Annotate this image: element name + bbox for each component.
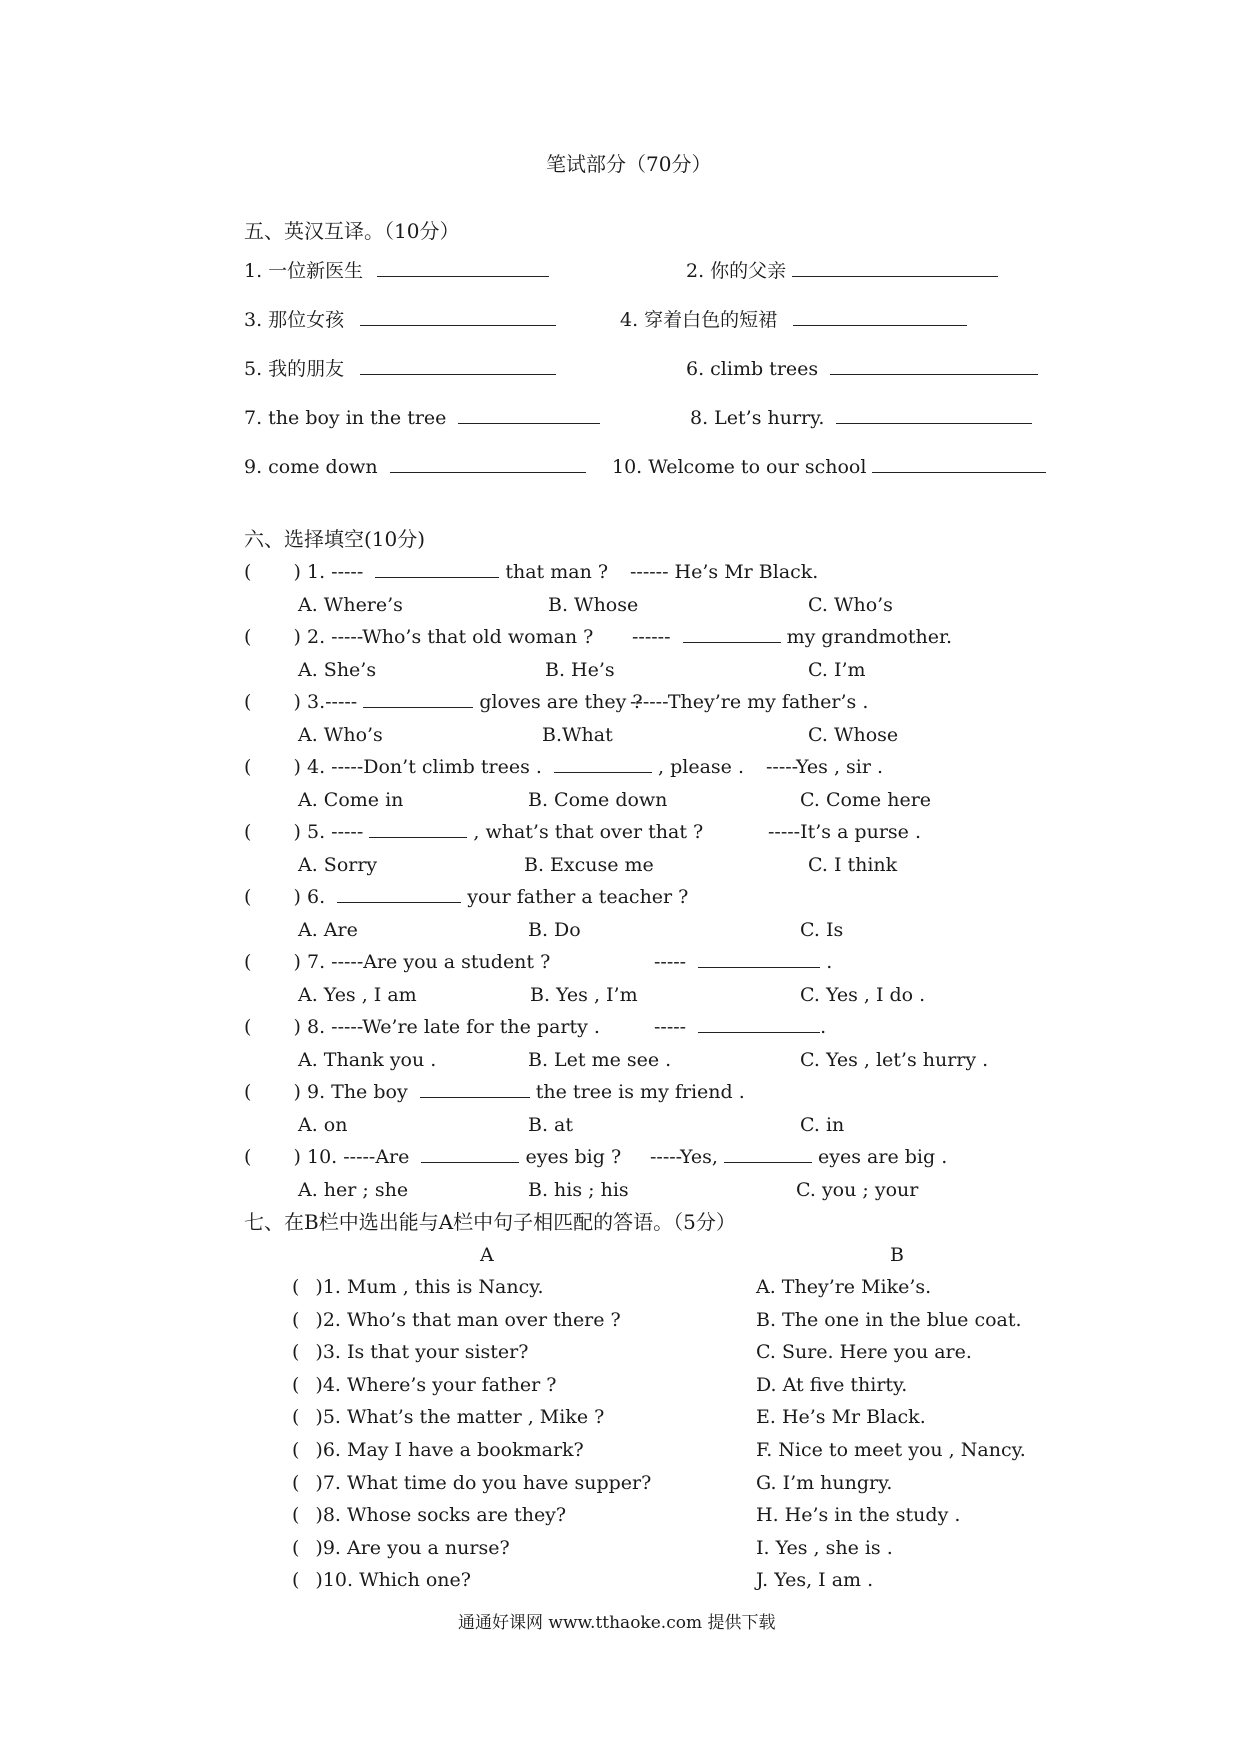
option-c: C. Yes , let’s hurry . [800,1049,989,1071]
question-text: 3.----- [306,691,358,713]
option-c: C. Come here [800,789,932,811]
section-6-heading: 六、选择填空(10分) [244,527,426,551]
option-a: A. Thank you . [298,1049,437,1071]
match-item-b: F. Nice to meet you , Nancy. [756,1439,1026,1461]
response-text: ----- [654,1016,687,1038]
question-10 [244,1146,621,1168]
answer-paren-open[interactable]: ( [244,626,252,648]
option-c: C. Who’s [808,594,893,616]
translate-item-6 [686,358,1038,380]
match-item-a [292,1406,604,1428]
option-b: B.What [542,724,613,746]
translate-item-8 [690,407,1032,429]
question-text: 8. -----We’re late for the party . [306,1016,600,1038]
question-6 [244,886,688,908]
option-b: B. Let me see . [528,1049,672,1071]
response-text: ----- [654,951,687,973]
question-8-response [654,1016,826,1038]
question-text: 4. -----Don’t climb trees . [306,756,542,778]
question-text: 5. ----- [306,821,364,843]
response-text: ------ [632,626,671,648]
match-question-text: )3. Is that your sister? [315,1341,529,1363]
answer-blank[interactable] [872,456,1046,473]
answer-paren-open[interactable]: ( [292,1537,300,1559]
translate-item-label: 5. 我的朋友 [244,358,345,380]
match-item-a [292,1276,544,1298]
match-question-text: )5. What’s the matter , Mike ? [315,1406,605,1428]
answer-paren-close: ) [293,561,301,583]
answer-blank[interactable] [458,407,600,424]
translate-item-5 [244,358,556,380]
answer-blank[interactable] [830,358,1038,375]
question-blank[interactable] [420,1081,530,1098]
match-item-b: A. They’re Mike’s. [756,1276,932,1298]
option-a: A. Sorry [298,854,378,876]
match-question-text: )10. Which one? [315,1569,471,1591]
option-c: C. I’m [808,659,866,681]
option-a: A. Yes , I am [298,984,417,1006]
question-blank[interactable] [369,821,467,838]
question-text: your father a teacher ? [467,886,689,908]
answer-paren-open[interactable]: ( [292,1406,300,1428]
answer-paren-open[interactable]: ( [244,756,252,778]
match-item-a [292,1504,566,1526]
question-2-response [632,626,952,648]
question-1 [244,561,608,583]
match-item-a [292,1309,621,1331]
option-a: A. Where’s [298,594,403,616]
match-item-b: B. The one in the blue coat. [756,1309,1022,1331]
translate-item-4 [620,309,967,331]
question-7 [244,951,550,973]
match-item-b: C. Sure. Here you are. [756,1341,972,1363]
question-5 [244,821,703,843]
match-item-b: H. He’s in the study . [756,1504,961,1526]
option-b: B. He’s [545,659,615,681]
translate-item-10 [612,456,1046,478]
question-3-response: ------They’re my father’s . [630,691,869,713]
match-item-b: G. I’m hungry. [756,1472,893,1494]
answer-paren-open[interactable]: ( [244,821,252,843]
translate-item-9 [244,456,586,478]
match-item-b: I. Yes , she is . [756,1537,893,1559]
question-text: 9. The boy [306,1081,408,1103]
match-item-a [292,1472,651,1494]
question-text: 10. -----Are [306,1146,410,1168]
option-b: B. his ; his [528,1179,629,1201]
option-b: B. Do [528,919,581,941]
question-10-response [650,1146,947,1168]
answer-paren-close: ) [293,821,301,843]
answer-paren-open[interactable]: ( [292,1374,300,1396]
answer-paren-open[interactable]: ( [292,1439,300,1461]
question-blank[interactable] [421,1146,519,1163]
answer-paren-close: ) [293,1081,301,1103]
column-b-header: B [890,1244,904,1266]
option-b: B. Whose [548,594,639,616]
column-a-header: A [480,1244,494,1266]
option-a: A. Who’s [298,724,383,746]
answer-paren-close: ) [293,1146,301,1168]
question-text: that man ? [505,561,609,583]
match-item-a [292,1537,510,1559]
translate-item-label: 8. Let’s hurry. [690,407,825,429]
question-2 [244,626,593,648]
answer-paren-open[interactable]: ( [292,1309,300,1331]
answer-paren-open[interactable]: ( [244,886,252,908]
question-9 [244,1081,745,1103]
answer-paren-open[interactable]: ( [244,1016,252,1038]
answer-paren-close: ) [293,756,301,778]
option-a: A. Come in [298,789,404,811]
option-c: C. Yes , I do . [800,984,926,1006]
option-a: A. She’s [298,659,377,681]
answer-paren-open[interactable]: ( [244,561,252,583]
footer-source: 通通好课网 www.tthaoke.com 提供下载 [458,1613,776,1633]
question-blank[interactable] [698,1016,820,1033]
translate-item-label: 6. climb trees [686,358,819,380]
question-text: 1. ----- [306,561,364,583]
option-b: B. Excuse me [524,854,654,876]
translate-item-2 [686,260,998,282]
question-text: 6. [306,886,326,908]
match-question-text: )9. Are you a nurse? [315,1537,510,1559]
translate-item-7 [244,407,600,429]
response-text: my grandmother. [786,626,952,648]
translate-item-label: 7. the boy in the tree [244,407,447,429]
option-c: C. I think [808,854,898,876]
match-question-text: )1. Mum , this is Nancy. [315,1276,544,1298]
option-b: B. Yes , I’m [530,984,638,1006]
translate-item-label: 9. come down [244,456,378,478]
page-title: 笔试部分（70分） [546,152,712,176]
question-text: eyes big ? [525,1146,622,1168]
match-item-b: J. Yes, I am . [756,1569,874,1591]
translate-item-label: 1. 一位新医生 [244,260,364,282]
response-text: . [820,1016,827,1038]
translate-item-label: 4. 穿着白色的短裙 [620,309,778,331]
question-7-response [654,951,832,973]
question-text: 2. -----Who’s that old woman ? [306,626,594,648]
question-blank[interactable] [337,886,461,903]
answer-paren-open[interactable]: ( [244,1081,252,1103]
response-text: eyes are big . [818,1146,948,1168]
translate-item-3 [244,309,556,331]
question-blank[interactable] [724,1146,812,1163]
answer-paren-close: ) [293,886,301,908]
answer-blank[interactable] [360,358,556,375]
option-b: B. Come down [528,789,668,811]
question-8 [244,1016,600,1038]
answer-paren-close: ) [293,1016,301,1038]
option-b: B. at [528,1114,574,1136]
question-4 [244,756,744,778]
answer-paren-open[interactable]: ( [244,691,252,713]
answer-blank[interactable] [836,407,1032,424]
question-blank[interactable] [554,756,652,773]
question-text: 7. -----Are you a student ? [306,951,551,973]
match-question-text: )2. Who’s that man over there ? [315,1309,621,1331]
response-text: . [826,951,833,973]
match-question-text: )7. What time do you have supper? [315,1472,652,1494]
question-text: , please . [658,756,744,778]
answer-blank[interactable] [793,309,967,326]
option-a: A. on [298,1114,348,1136]
answer-blank[interactable] [792,260,998,277]
question-text: , what’s that over that ? [473,821,704,843]
answer-paren-open[interactable]: ( [292,1472,300,1494]
answer-paren-close: ) [293,951,301,973]
match-question-text: )4. Where’s your father ? [315,1374,557,1396]
question-5-response: -----It’s a purse . [768,821,921,843]
match-item-a [292,1439,584,1461]
option-c: C. you ; your [796,1179,919,1201]
option-a: A. Are [298,919,358,941]
answer-blank[interactable] [360,309,556,326]
translate-item-label: 2. 你的父亲 [686,260,787,282]
translate-item-label: 10. Welcome to our school [612,456,867,478]
question-4-response: -----Yes , sir . [766,756,884,778]
answer-paren-open[interactable]: ( [292,1569,300,1591]
option-a: A. her ; she [298,1179,409,1201]
answer-paren-open[interactable]: ( [292,1276,300,1298]
match-item-a [292,1374,556,1396]
section-7-heading: 七、在B栏中选出能与A栏中句子相匹配的答语。（5分） [244,1210,736,1234]
answer-paren-open[interactable]: ( [244,1146,252,1168]
match-item-a [292,1569,471,1591]
option-c: C. Whose [808,724,899,746]
option-c: C. Is [800,919,844,941]
answer-paren-close: ) [293,691,301,713]
question-blank[interactable] [363,691,473,708]
question-blank[interactable] [375,561,499,578]
answer-paren-close: ) [293,626,301,648]
question-text: gloves are they ? [479,691,643,713]
match-item-b: D. At five thirty. [756,1374,908,1396]
section-5-heading: 五、英汉互译。（10分） [244,219,460,243]
answer-blank[interactable] [377,260,549,277]
question-1-response: ------ He’s Mr Black. [630,561,819,583]
option-c: C. in [800,1114,845,1136]
answer-blank[interactable] [390,456,586,473]
match-item-b: E. He’s Mr Black. [756,1406,926,1428]
match-question-text: )6. May I have a bookmark? [315,1439,584,1461]
answer-paren-open[interactable]: ( [244,951,252,973]
answer-paren-open[interactable]: ( [292,1341,300,1363]
answer-paren-open[interactable]: ( [292,1504,300,1526]
question-3 [244,691,643,713]
question-blank[interactable] [683,626,781,643]
match-question-text: )8. Whose socks are they? [315,1504,567,1526]
translate-item-label: 3. 那位女孩 [244,309,345,331]
question-blank[interactable] [698,951,820,968]
match-item-a [292,1341,528,1363]
response-text: -----Yes, [650,1146,718,1168]
translate-item-1 [244,260,549,282]
question-text: the tree is my friend . [535,1081,745,1103]
